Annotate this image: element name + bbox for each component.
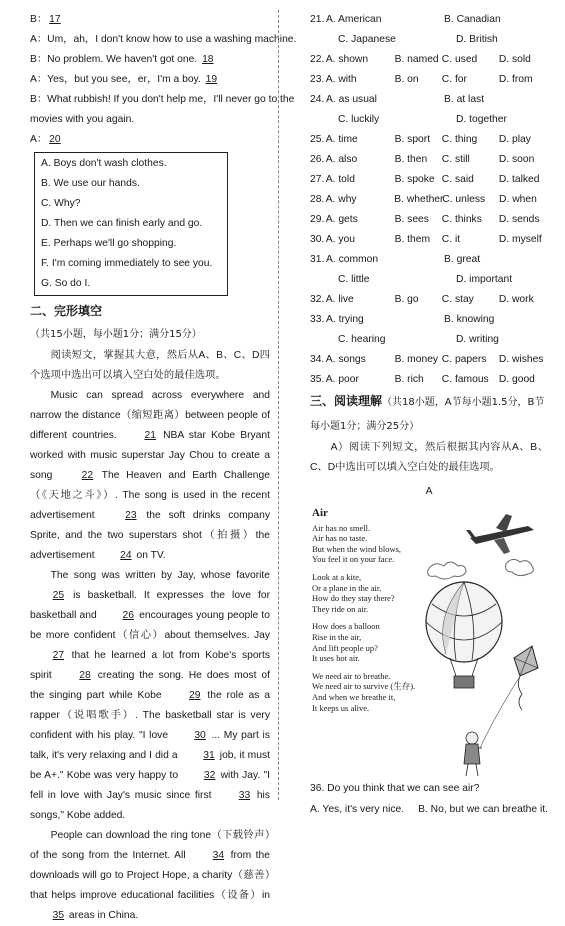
poem-line: How do they stay there? [312,593,395,604]
choice-option[interactable]: C. Japanese [338,34,396,45]
choice-row [310,250,548,270]
poem-line: Air has no taste. [312,533,368,544]
answer-blank[interactable]: 34 [212,850,225,861]
choice-option[interactable]: B. sport [394,134,431,145]
section-title: 三、阅读理解 [310,394,383,408]
choice-row [310,350,548,370]
choice-list [310,10,548,390]
poem-line: You feel it on your face. [312,554,395,565]
passage-text: NBA star Kobe Bryant worked with music superstar Jay Chou to create a song [30,430,270,481]
question-number [322,330,338,350]
choice-option[interactable]: A. gets [325,214,358,225]
section-heading-cloze [30,300,270,346]
question-number: 26. [310,154,325,165]
poem-figure [310,508,542,778]
option-item: F. I'm coming immediately to see you. [41,258,213,269]
choice-row [310,290,548,310]
poem-line: They ride on air. [312,603,369,614]
choice-row [310,310,548,330]
dialog-text: A：Um，ah，I don't know how to use a washing machine. [30,34,297,45]
choice-option[interactable]: C. hearing [338,334,386,345]
choice-option[interactable]: C. still [441,154,470,165]
choice-row [310,90,548,110]
choice-option[interactable]: D. British [456,34,498,45]
option-item: D. Then we can finish early and go. [41,218,203,229]
choice-row [310,130,548,150]
question-number: 31. [310,254,325,265]
poem-stanza [312,572,416,614]
question-36: 36. Do you think that we can see air? [310,783,480,794]
passage-text: The song was written by Jay, whose favorite [50,570,270,581]
section-title: 二、完形填空 [30,304,103,318]
instruction: 阅读短文，掌握其大意，然后从A、B、C、D四个选项中选出可以填入空白处的最佳选项。 [30,350,270,381]
poem-stanza [312,621,416,663]
answer-blank[interactable]: 28 [79,670,91,681]
choice-option[interactable]: D. sold [498,54,531,65]
poem-line: It keeps us alive. [312,702,370,713]
choice-option[interactable]: C. famous [441,374,489,385]
question-number [322,110,338,130]
passage-text: areas in China. [66,910,139,921]
passage-text: ... My part is talk, it's very relaxing and I did a [30,730,270,761]
dialog-line [30,70,270,90]
question-number: 34. [310,354,325,365]
choice-option[interactable]: A. with [325,74,357,85]
option-item: B. We use our hands. [41,178,140,189]
answer-blank[interactable]: 17 [49,14,61,25]
choice-row [310,230,548,250]
choice-row [310,330,548,350]
choice-option[interactable]: C. thing [441,134,478,145]
question-number: 35. [310,374,325,385]
option-a[interactable]: A. Yes, it's very nice. [310,804,405,815]
choice-option[interactable]: B. Canadian [444,14,501,25]
choice-option[interactable]: A. time [325,134,358,145]
choice-option[interactable]: B. rich [394,374,424,385]
choice-option[interactable]: C. for [441,74,467,85]
choice-row [310,30,548,50]
answer-blank[interactable]: 35 [52,910,65,921]
choice-option[interactable]: D. together [456,114,507,125]
question-number: 30. [310,234,325,245]
question-number: 24. [310,94,325,105]
section-note: （共15小题，每小题1分；满分15分） [30,329,202,340]
poem-line: But when the wind blows, [312,543,402,554]
choice-option[interactable]: A. told [325,174,355,185]
dialog-text: B： [30,14,48,25]
hot-air-balloon-icon [426,582,502,688]
column-divider [278,10,279,800]
cloud-icon [428,559,534,579]
question-number: 25. [310,134,325,145]
question-number: 27. [310,174,325,185]
passage-text: on TV. [133,550,166,561]
passage-text: People can download the ring tone（下载铃声）of the song from the Internet. All [30,830,270,861]
choice-option[interactable]: B. named [394,54,439,65]
choice-option[interactable]: D. soon [498,154,535,165]
left-column [30,10,297,926]
poem-line: It uses hot air. [312,653,360,664]
passage-text: The Heaven and Earth Challenge（《天地之斗》）. The song is used in the recent advertisement [30,470,270,521]
answer-blank[interactable]: 21 [144,430,156,441]
choice-option[interactable]: C. thinks [441,214,482,225]
choice-option[interactable]: C. luckily [338,114,380,125]
choice-option[interactable]: C. stay [441,294,474,305]
part-label: A [425,486,433,497]
choice-option[interactable]: A. poor [325,374,359,385]
choice-option[interactable]: D. writing [456,334,499,345]
choice-option[interactable]: D. wishes [498,354,544,365]
answer-blank[interactable]: 31 [203,750,215,761]
poem-line: Look at a kite, [312,571,362,582]
passage-text: the role as a rapper（说唱歌手）. The basketball star is very confident with his play. "I love [30,690,270,741]
choice-option[interactable]: B. great [444,254,481,265]
answer-blank[interactable]: 25 [52,590,65,601]
dialog-text: A： [30,134,48,145]
choice-option[interactable]: D. work [498,294,534,305]
dialog-line [30,10,270,30]
choice-option[interactable]: D. important [456,274,513,285]
dialog-line [30,90,295,110]
passage-text: with Jay. "I fell in love with Jay's music since first [30,770,270,801]
dialog-line [30,130,270,150]
passage-text: is basketball. It expresses the love for basketball and [30,590,270,621]
answer-blank[interactable]: 30 [194,730,206,741]
choice-option[interactable]: B. them [394,234,431,245]
question-number: 22. [310,54,325,65]
question-36-options [310,800,548,820]
dialog-line [30,50,270,70]
poem [312,508,416,720]
dialog-text: B：No problem. We haven't got one. [30,54,201,65]
answer-blank[interactable]: 29 [189,690,201,701]
poem-title: Air [312,507,328,519]
passage-text: encourages young people to be more confident（信心）about themselves. Jay [30,610,270,641]
poem-line: Or a plane in the air. [312,582,382,593]
passage-paragraph-1 [30,386,270,566]
choice-option[interactable]: A. trying [326,314,364,325]
passage-text: that he learned a lot from Kobe's sports spirit [30,650,270,681]
poem-line: Air has no smell. [312,522,371,533]
option-b[interactable]: B. No, but we can breathe it. [418,804,548,815]
poem-stanza [312,523,416,565]
passage-text: the soft drinks company Sprite, and the two superstars shot（拍摄）the advertisement [30,510,270,561]
option-item: A. Boys don't wash clothes. [41,158,167,169]
choice-option[interactable]: B. money [394,354,439,365]
choice-option[interactable]: B. then [394,154,428,165]
choice-option[interactable]: A. as usual [326,94,377,105]
options-box [34,152,228,296]
question-number [322,30,338,50]
choice-option[interactable]: D. myself [498,234,542,245]
choice-option[interactable]: B. whether [394,194,444,205]
dialogue [30,10,297,150]
poem-line: We need air to survive (生存). [312,681,416,692]
poem-stanza [312,671,416,713]
question-number [322,270,338,290]
question-number: 28. [310,194,325,205]
choice-option[interactable]: A. songs [325,354,366,365]
choice-row [310,370,548,390]
choice-row [310,10,548,30]
choice-option[interactable]: C. used [441,54,478,65]
choice-row [310,170,548,190]
passage-text: from the downloads will go to Project Hope, a charity（慈善）that helps improve educational facilities（设备）in [30,850,270,901]
choice-row [310,190,548,210]
question-number: 23. [310,74,325,85]
choice-option[interactable]: D. talked [498,174,540,185]
choice-option[interactable]: A. you [325,234,355,245]
poem-line: And when we breathe it, [312,691,396,702]
plane-icon [466,514,534,554]
choice-option[interactable]: C. little [338,274,370,285]
answer-blank[interactable]: 18 [202,54,214,65]
choice-option[interactable]: A. live [325,294,354,305]
right-column [310,10,548,820]
answer-blank[interactable]: 20 [49,134,61,145]
poem-line: Rise in the air, [312,631,362,642]
choice-option[interactable]: C. it [441,234,461,245]
choice-option[interactable]: C. said [441,174,474,185]
poem-line: And lift people up? [312,642,378,653]
choice-row [310,270,548,290]
question-number: 32. [310,294,325,305]
passage-text: creating the song. He does most of the singing part while Kobe [30,670,270,701]
dialog-text: B：What rubbish! If you don't help me，I'll never go to the [30,94,295,105]
poem-line: How does a balloon [312,621,380,632]
kite-icon [480,646,538,748]
choice-option[interactable]: B. spoke [394,174,435,185]
answer-blank[interactable]: 24 [120,550,132,561]
choice-row [310,210,548,230]
dialog-text: movies with you again. [30,114,135,125]
choice-option[interactable]: B. at last [444,94,485,105]
passage-text: job, it must be A+." Kobe was very happy to [30,750,270,781]
answer-blank[interactable]: 27 [52,650,65,661]
choice-option[interactable]: C. unless [442,194,486,205]
choice-option[interactable]: B. on [394,74,419,85]
instruction: A）阅读下列短文，然后根据其内容从A、B、C、D中选出可以填入空白处的最佳选项。 [310,442,548,473]
passage-text: Music can spread across everywhere and narrow the distance（缩短距离）between people of different countries. [30,390,270,441]
choice-option[interactable]: C. papers [441,354,487,365]
choice-row [310,150,548,170]
choice-option[interactable]: A. common [326,254,379,265]
choice-option[interactable]: D. good [498,374,535,385]
choice-option[interactable]: D. when [499,194,537,205]
choice-option[interactable]: A. American [326,14,382,25]
choice-option[interactable]: B. go [394,294,419,305]
dialog-text: A：Yes，but you see，er，I'm a boy. [30,74,204,85]
choice-row [310,110,548,130]
choice-option[interactable]: D. sends [498,214,540,225]
child-figure-icon [464,732,482,776]
question-number: 33. [310,314,325,325]
dialog-line [30,30,297,50]
answer-blank[interactable]: 19 [205,74,218,85]
choice-option[interactable]: D. play [498,134,531,145]
question-number: 29. [310,214,325,225]
passage-paragraph-2 [30,566,270,826]
answer-blank[interactable]: 23 [125,510,137,521]
passage-paragraph-3 [30,826,270,926]
option-item: G. So do I. [41,278,91,289]
choice-option[interactable]: A. also [325,154,358,165]
choice-row [310,70,548,90]
answer-blank[interactable]: 26 [122,610,134,621]
dialog-line [30,110,270,130]
answer-blank[interactable]: 22 [81,470,94,481]
choice-option[interactable]: B. sees [394,214,429,225]
passage-text: his songs," Kobe added. [30,790,270,821]
question-number: 21. [310,14,325,25]
choice-option[interactable]: A. why [325,194,357,205]
section-heading-reading [310,390,548,438]
illustration [410,508,542,778]
choice-row [310,50,548,70]
answer-blank[interactable]: 33 [238,790,251,801]
choice-option[interactable]: A. shown [325,54,369,65]
choice-option[interactable]: B. knowing [444,314,495,325]
answer-blank[interactable]: 32 [203,770,216,781]
poem-line: We need air to breathe. [312,670,391,681]
choice-option[interactable]: D. from [498,74,533,85]
section-note: （共18小题，A节每小题1.5分，B节每小题1分；满分25分） [310,397,545,432]
option-item: C. Why? [41,198,81,209]
option-item: E. Perhaps we'll go shopping. [41,238,177,249]
